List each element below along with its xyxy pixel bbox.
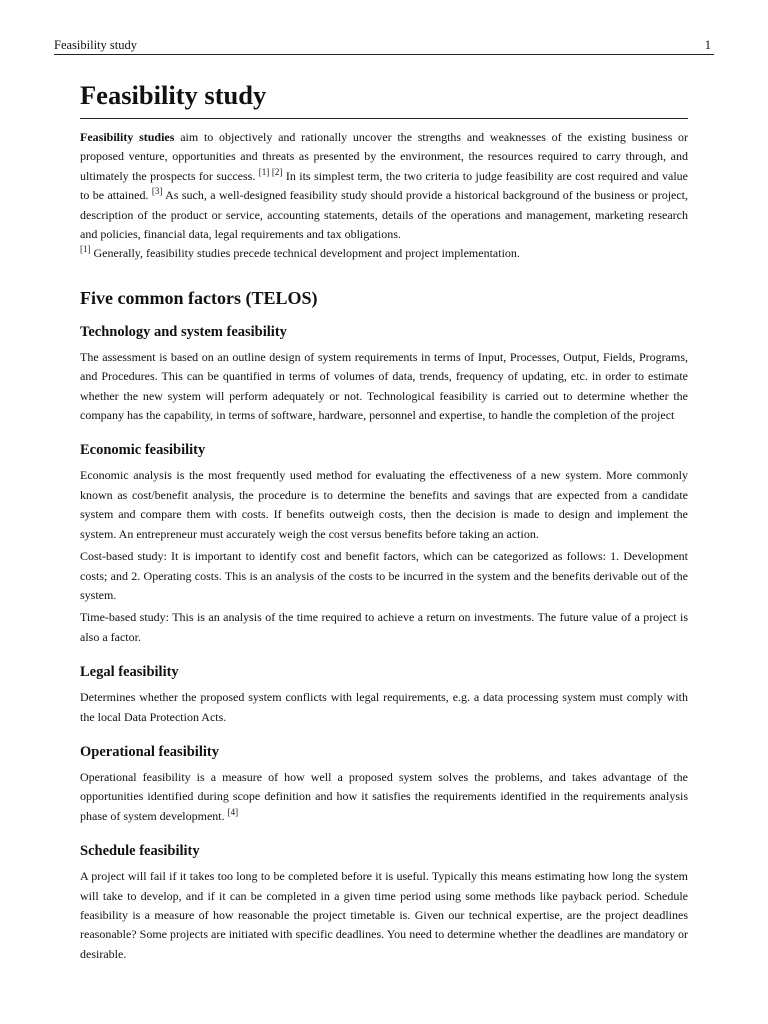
heading-schedule: Schedule feasibility: [80, 843, 200, 860]
heading-legal: Legal feasibility: [80, 664, 179, 681]
technology-paragraph: The assessment is based on an outline design of system requirements in terms of Input, Processes, Output, Fields, Programs, and Procedures. This can be quantified in terms of volumes of data, trends, frequency of updating, etc. in order to estimate whether the new system will perform adequately or not. Technological feasibility is carried out to determine whether the company has the capability, in terms of software, hardware, personnel and expertise, to handle the completion of the project: [80, 349, 688, 423]
citation-ref-3[interactable]: [3]: [151, 186, 163, 197]
page-title: Feasibility study: [80, 78, 688, 119]
section-heading-telos: Five common factors (TELOS): [80, 287, 318, 308]
intro-bold-term: Feasibility studies: [80, 130, 175, 144]
intro-text-1: aim to objectively and rationally uncover the strengths and weaknesses of the existing business or proposed venture, opportunities and threats as presented by the environment, the resources required to carry through, and ultimately the prospects for success.: [80, 130, 688, 183]
legal-paragraph: Determines whether the proposed system conflicts with legal requirements, e.g. a data processing system must comply with the local Data Protection Acts.: [80, 690, 688, 724]
schedule-paragraph: A project will fail if it takes too long to be completed before it is useful. Typically this means estimating how long the system will take to develop, and if it can be completed in a given time period using some methods like payback period. Schedule feasibility is a measure of how reasonable the project timetable is. Given our technical expertise, are the project deadlines reasonable? Some projects are initiated with specific deadlines. You need to determine whether the deadlines are mandatory or desirable.: [80, 869, 688, 961]
citation-ref-1[interactable]: [1]: [80, 244, 91, 255]
operational-paragraph: [80, 768, 688, 826]
citation-ref-1-2[interactable]: [1] [2]: [258, 166, 283, 177]
economic-paragraph-3: Time-based study: This is an analysis of the time required to achieve a return on investments. The future value of a project is also a factor.: [80, 610, 688, 644]
heading-economic: Economic feasibility: [80, 442, 206, 459]
citation-ref-4[interactable]: [4]: [227, 806, 239, 817]
operational-text: Operational feasibility is a measure of how well a proposed system solves the problems, and takes advantage of the opportunities identified during scope definition and how it satisfies the requirements identified in the requirements analysis phase of system development.: [80, 769, 688, 823]
intro-text-4: Generally, feasibility studies precede technical development and project implementation.: [90, 246, 520, 261]
intro-text-3: As such, a well-designed feasibility study should provide a historical background of the business or project, description of the product or service, accounting statements, details of the operations and management, marketing research and policies, financial data, legal requirements and tax obligations.: [80, 188, 689, 242]
economic-paragraph-1: Economic analysis is the most frequently used method for evaluating the effectiveness of a new system. More commonly known as cost/benefit analysis, the procedure is to determine the benefits and savings that are expected from a candidate system and compare them with costs. If benefits outweigh costs, then the decision is made to design and implement the system. An entrepreneur must accurately weigh the cost versus benefits before taking an action.: [80, 468, 688, 541]
page-number: 1: [704, 38, 711, 52]
heading-operational: Operational feasibility: [80, 743, 219, 760]
heading-technology: Technology and system feasibility: [80, 323, 287, 340]
intro-text-2: In its simplest term, the two criteria to judge feasibility are cost required and value to be attained.: [80, 168, 688, 203]
running-header: [54, 38, 714, 55]
economic-paragraph-2: Cost-based study: It is important to identify cost and benefit factors, which can be categorized as follows: 1. Development costs; and 2. Operating costs. This is an analysis of the costs to be incurred in the system and the benefits derivable out of the system.: [80, 549, 688, 602]
article-body: [80, 78, 688, 967]
intro-paragraph: [80, 128, 688, 264]
running-title: Feasibility study: [54, 38, 137, 52]
